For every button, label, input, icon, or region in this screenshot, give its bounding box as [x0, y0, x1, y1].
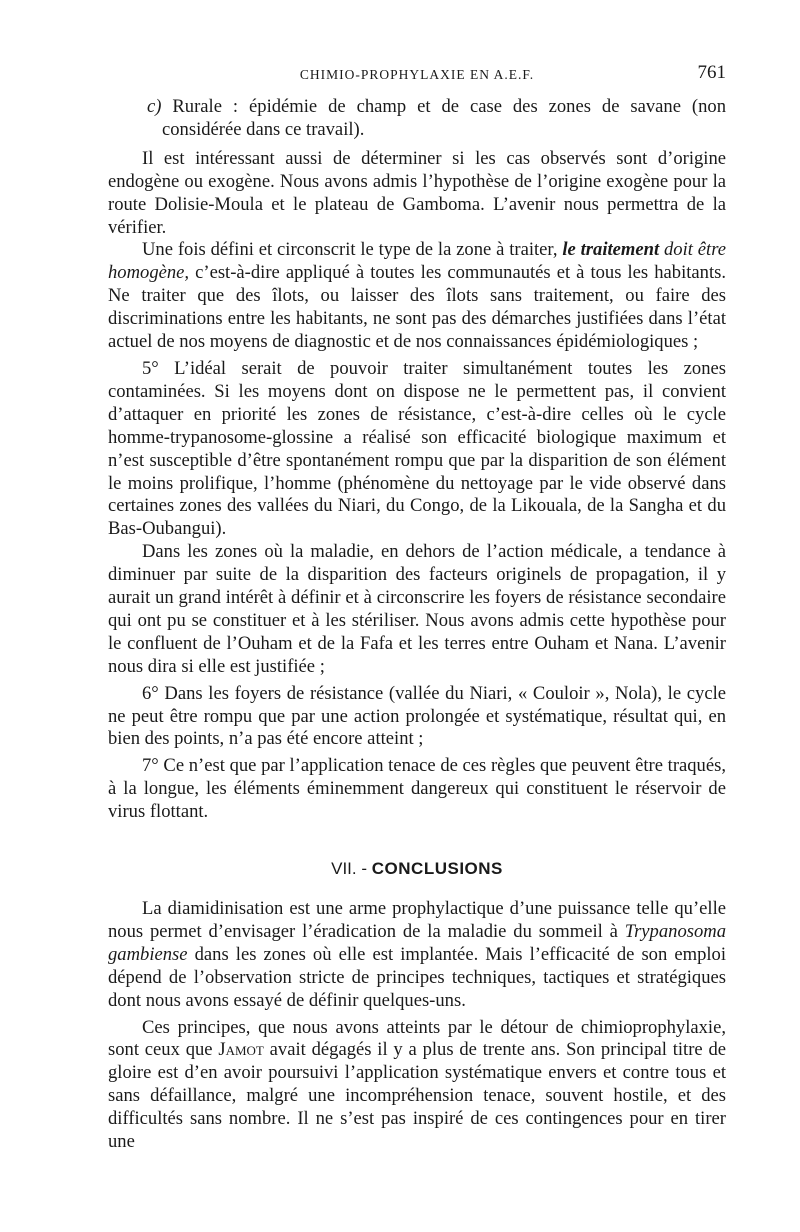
conclusion-2-start: Ces principes, que nous avons atteints par le détour de chimioprophylaxie, sont ceux que [108, 1016, 726, 1061]
section-number: VII. [331, 859, 357, 879]
zone-text-start: Une fois défini et circonscrit le type de la zone à traiter, [142, 239, 563, 261]
conclusion-1-rest: dans les zones où elle est implantée. Mais l’efficacité de son emploi dépend de l’observation stricte de principes techniques, tactiques et stratégiques dont nous avons essayé de définir quelques-uns. [108, 943, 726, 1011]
emphasis-homogene: doit être homogène, [108, 239, 726, 284]
section-heading [108, 858, 726, 881]
paragraph-zone [108, 239, 726, 354]
emphasis-le-traitement: le traitement [562, 239, 660, 261]
species-name: Trypanosoma gambiense [108, 920, 726, 965]
point-7: 7° Ce n’est que par l’application tenace de ces règles que peuvent être traqués, à la longue, les éléments éminemment dangereux qui constituent le réservoir de virus flottant. [108, 755, 726, 823]
list-item-c [108, 96, 726, 142]
author-name-jamot: Jamot [218, 1039, 264, 1061]
conclusion-paragraph-2 [108, 1017, 726, 1154]
section-dash: - [361, 859, 368, 879]
running-title: CHIMIO-PROPHYLAXIE EN A.E.F. [299, 67, 535, 82]
page-number: 761 [697, 62, 726, 83]
page-header [108, 62, 726, 86]
point-5: 5° L’idéal serait de pouvoir traiter simultanément toutes les zones contaminées. Si les moyens dont on dispose ne le permettent pas, il convient d’attaquer en priorité les zones de résistance, c’est-à-dire celles où le cycle homme-trypanosome-glossine a réalisé son efficacité biologique maximum et n’est susceptible d’être spontanément rompu que par la disparition de son élément le moins prolifique, l’homme (phénomène du nettoyage par le vide observé dans certaines zones des vallées du Niari, du Congo, de la Likouala, de la Sangha et du Bas-Oubangui). [108, 357, 726, 540]
paragraph-origin: Il est intéressant aussi de déterminer si les cas observés sont d’origine endogène ou exogène. Nous avons admis l’hypothèse de l’origine exogène pour la route Dolisie-Moula et le plateau de Gamboma. L’avenir nous permettra de la vérifier. [108, 147, 726, 238]
paragraph-resistance: Dans les zones où la maladie, en dehors de l’action médicale, a tendance à diminuer par suite de la disparition des facteurs originels de propagation, il y aurait un grand intérêt à définir et à circonscrire les foyers de résistance secondaire qui ont pu se constituer et à les stériliser. Nous avons admis cette hypothèse pour le confluent de l’Ouham et de la Fafa et les terres entre Ouham et Nana. L’avenir nous dira si elle est justifiée ; [108, 541, 726, 677]
conclusion-2-rest: avait dégagés il y a plus de trente ans. Son principal titre de gloire est d’en avoir poursuivi l’application systématique envers et contre tous et sans défaillance, malgré une incompréhension tenace, souvent hostile, et des difficultés sans nombre. Il ne s’est pas inspiré de ces contingences pour en tirer une [108, 1039, 727, 1153]
zone-text-rest: c’est-à-dire appliqué à toutes les communautés et à tous les habitants. Ne traiter que des îlots, ou laisser des îlots sans traitement, ou faire des discriminations entre les habitants, ne sont pas des démarches justifiées dans l’état actuel de nos moyens de diagnostic et de nos connaissances épidémiologiques ; [108, 262, 726, 353]
document-page [108, 62, 726, 1154]
item-c-label: c) [147, 96, 162, 117]
conclusion-1-start: La diamidinisation est une arme prophylactique d’une puissance telle qu’elle nous permet d’envisager l’éradication de la maladie du sommeil à [108, 898, 726, 942]
point-6: 6° Dans les foyers de résistance (vallée du Niari, « Couloir », Nola), le cycle ne peut être rompu que par une action prolongée et systématique, résultat qui, en bien des points, n’a pas été encore atteint ; [108, 682, 726, 750]
conclusion-paragraph-1 [108, 898, 726, 1013]
section-title: CONCLUSIONS [371, 859, 503, 879]
item-c-text: Rurale : épidémie de champ et de case des zones de savane (non considérée dans ce travail). [162, 96, 726, 140]
